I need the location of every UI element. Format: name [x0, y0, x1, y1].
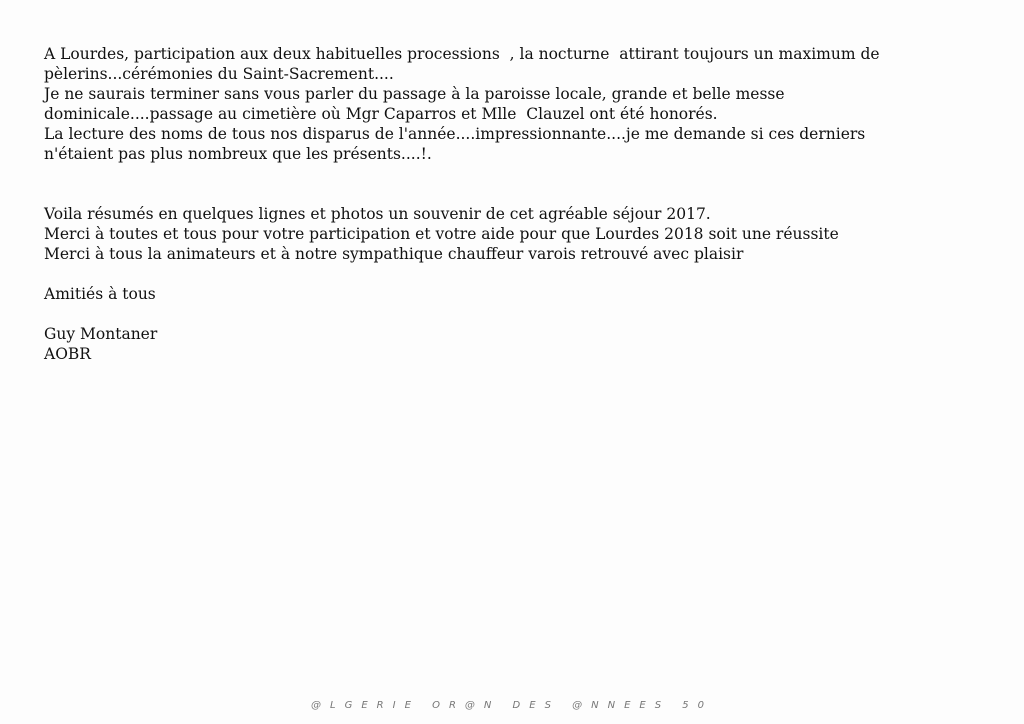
text-line: Merci à tous la animateurs et à notre sympathique chauffeur varois retrouvé avec plaisir [44, 245, 744, 263]
text-line: n'étaient pas plus nombreux que les présents....!. [44, 145, 432, 163]
text-line: A Lourdes, participation aux deux habituelles processions , la nocturne attirant toujours un maximum de [44, 45, 880, 63]
letter-body [44, 44, 1004, 364]
text-line: pèlerins...cérémonies du Saint-Sacrement.... [44, 65, 394, 83]
signature-name: Guy Montaner [44, 325, 158, 343]
signature-block [44, 324, 1004, 364]
paragraph-lourdes [44, 44, 1004, 164]
paragraph-spacer [44, 164, 1004, 204]
text-line: dominicale....passage au cimetière où Mgr Caparros et Mlle Clauzel ont été honorés. [44, 105, 718, 123]
page-footer: @LGERIE OR@N DES @NNEES 50 [311, 700, 713, 711]
closing-salutation: Amitiés à tous [44, 285, 156, 303]
text-line: Voila résumés en quelques lignes et photos un souvenir de cet agréable séjour 2017. [44, 205, 711, 223]
text-line: La lecture des noms de tous nos disparus de l'année....impressionnante....je me demande si ces derniers [44, 125, 866, 143]
text-line: Merci à toutes et tous pour votre participation et votre aide pour que Lourdes 2018 soit une réussite [44, 225, 839, 243]
paragraph-spacer [44, 304, 1004, 324]
paragraph-spacer [44, 264, 1004, 284]
signature-organization: AOBR [44, 345, 91, 363]
text-line: Je ne saurais terminer sans vous parler du passage à la paroisse locale, grande et belle messe [44, 85, 785, 103]
paragraph-thanks [44, 204, 1004, 264]
